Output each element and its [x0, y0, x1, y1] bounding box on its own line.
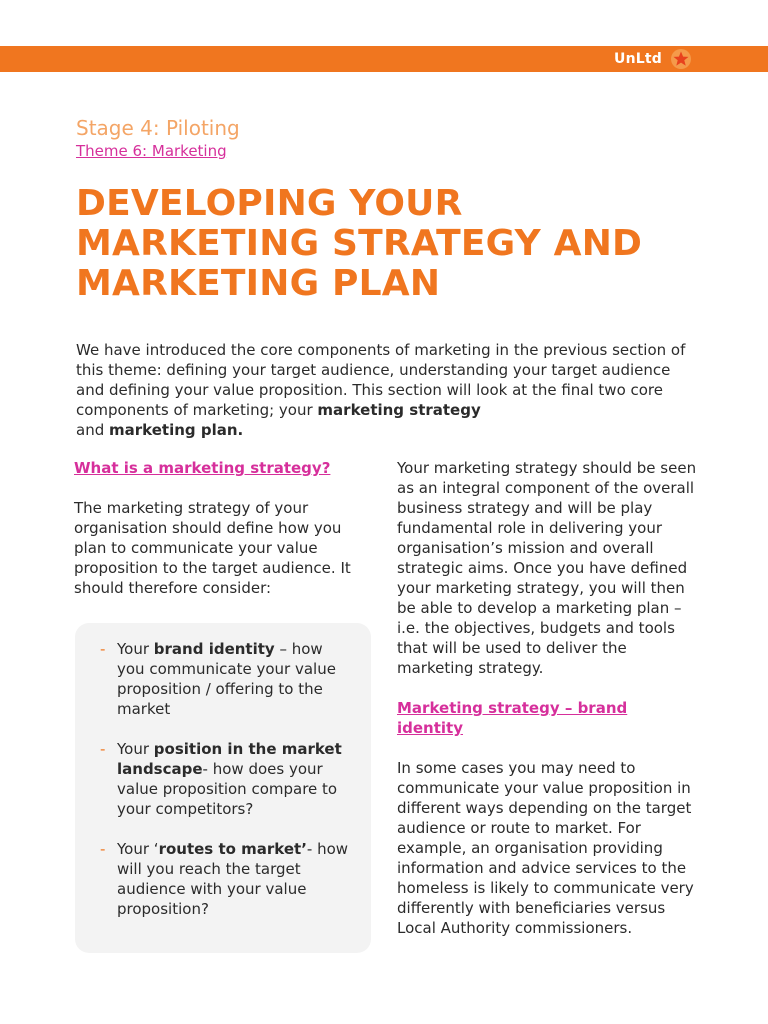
intro-text: and	[76, 421, 109, 439]
stage-label: Stage 4: Piloting	[76, 116, 240, 140]
section-paragraph: The marketing strategy of your organisation should define how you plan to communicate your value proposition to the target audience. It should therefore consider:	[74, 499, 351, 597]
dash-bullet: -	[100, 840, 106, 858]
dash-bullet: -	[100, 740, 106, 758]
item-text: Your ‘	[117, 840, 159, 858]
item-text: – how you communicate your value proposition / offering to the market	[117, 640, 336, 718]
theme-link[interactable]: Theme 6: Marketing	[76, 142, 227, 160]
header-bar	[0, 46, 768, 72]
star-icon	[670, 48, 692, 70]
list-item	[100, 639, 353, 719]
considerations-list	[100, 639, 353, 939]
page-title	[76, 184, 716, 304]
item-bold: routes to market’	[158, 840, 307, 858]
dash-bullet: -	[100, 640, 106, 658]
item-bold: position in the market landscape	[117, 740, 342, 778]
section-paragraph: In some cases you may need to communicate your value proposition in different ways depending on the target audience or route to market. For example, an organisation providing information and advice services to the homeless is likely to communicate very differently with beneficiaries versus Local Authority commissioners.	[397, 759, 694, 937]
item-bold: brand identity	[153, 640, 275, 658]
title-line: MARKETING STRATEGY AND	[76, 223, 643, 264]
list-item	[100, 839, 353, 919]
brand-name: UnLtd	[614, 51, 662, 67]
title-line: DEVELOPING YOUR	[76, 183, 463, 224]
intro-bold: marketing plan.	[109, 421, 244, 439]
intro-text: We have introduced the core components of marketing in the previous section of this theme: defining your target audience, understanding your target audience and defining your value proposition. This section will look at the final two core components of marketing; your	[76, 341, 686, 419]
list-item	[100, 739, 353, 819]
intro-paragraph	[76, 340, 696, 440]
item-text: - how does your value proposition compare to your competitors?	[117, 760, 338, 818]
item-text: Your	[117, 640, 154, 658]
item-text: Your	[117, 740, 154, 758]
considerations-box	[75, 623, 371, 953]
section-heading: What is a marketing strategy?	[74, 459, 331, 477]
left-column	[74, 458, 374, 598]
right-column	[397, 458, 697, 938]
intro-bold: marketing strategy	[317, 401, 481, 419]
title-line: MARKETING PLAN	[76, 263, 441, 304]
item-text: - how will you reach the target audience with your value proposition?	[117, 840, 349, 918]
section-paragraph: Your marketing strategy should be seen as an integral component of the overall business strategy and will be play fundamental role in delivering your organisation’s mission and overall strategic aims. Once you have defined your marketing strategy, you will then be able to develop a marketing plan – i.e. the objectives, budgets and tools that will be used to deliver the marketing strategy.	[397, 459, 697, 677]
section-heading: Marketing strategy – brand identity	[397, 699, 628, 737]
